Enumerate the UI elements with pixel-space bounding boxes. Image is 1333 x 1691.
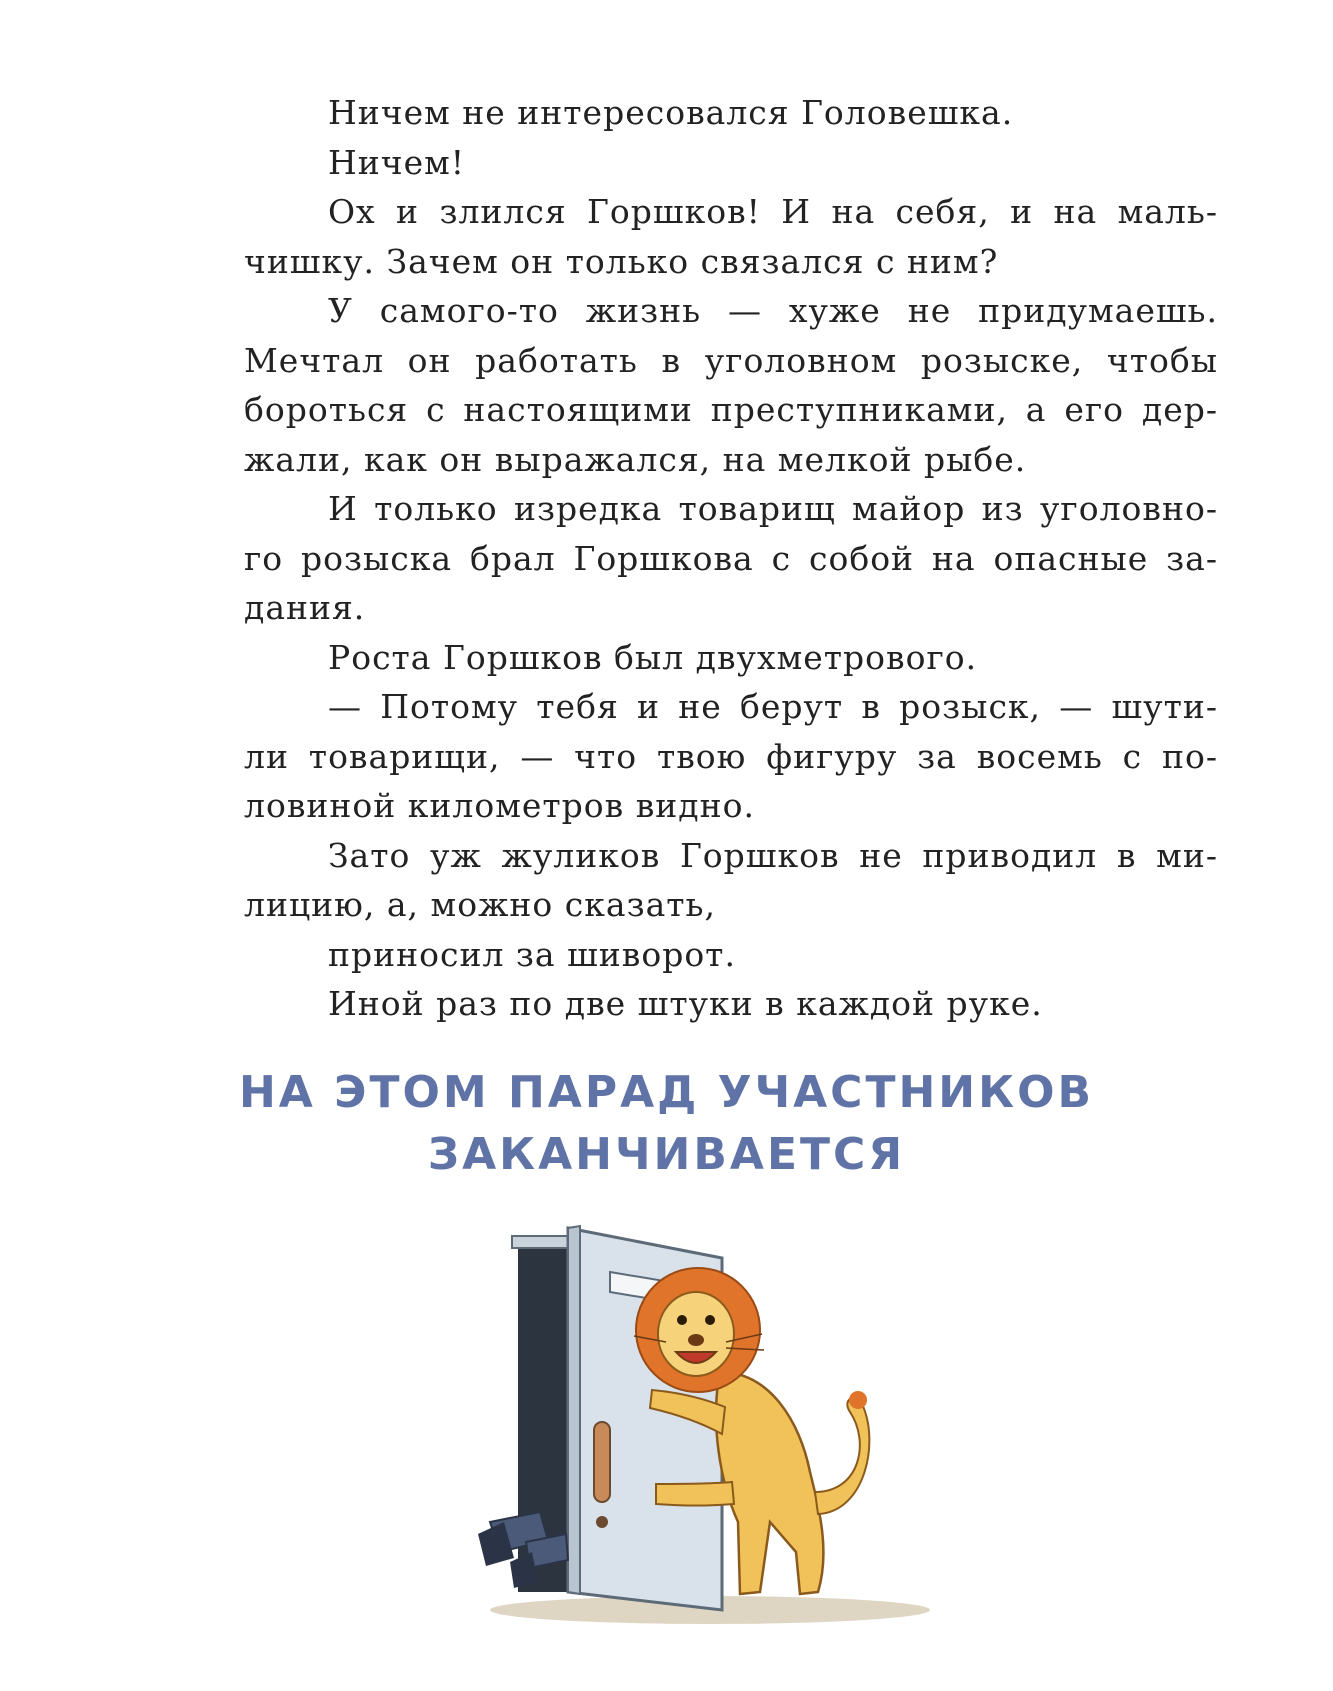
text-line: бороться с настоящими преступниками, а его дер- [244,390,1218,429]
body-text [160,88,1218,1029]
paragraph [160,930,1218,980]
text-line: жали, как он выражался, на мелкой рыбе. [244,439,1027,479]
paragraph [160,187,1218,286]
lion-tail-tuft [849,1391,867,1409]
text-line: приносил за шиворот. [328,934,736,974]
lion-closing-door-icon [470,1222,930,1632]
door-edge [568,1226,580,1594]
lion-nose [688,1334,704,1346]
door-handle [594,1422,610,1502]
text-line: Мечтал он работать в уголовном розыске, чтобы [244,340,1218,380]
paragraph [160,682,1218,831]
text-line: У самого-то жизнь — хуже не придумаешь. [328,291,1218,330]
text-line: Ох и злился Горшков! И на себя, и на маль- [328,192,1218,231]
text-line: ли товарищи, — что твою фигуру за восемь с по- [244,736,1218,776]
chapter-heading-line-1: НА ЭТОМ ПАРАД УЧАСТНИКОВ [238,1067,1095,1118]
paragraph [160,831,1218,930]
paragraph [160,88,1218,138]
chapter-heading [0,1062,1333,1186]
lion-arm-lower [656,1482,734,1506]
text-line: Роста Горшков был двухметрового. [328,637,978,677]
lion-eye-right [705,1315,715,1325]
lion-eye-left [677,1315,687,1325]
keyhole [596,1516,608,1528]
text-line: лицию, а, можно сказать, [244,885,716,924]
text-line: Зато уж жуликов Горшков не приводил в ми- [328,835,1218,875]
chapter-heading-line-2: ЗАКАНЧИВАЕТСЯ [427,1129,906,1180]
paragraph [160,484,1218,633]
paragraph [160,633,1218,683]
lion-tail [815,1398,869,1514]
paragraph [160,286,1218,484]
paragraph [160,138,1218,188]
text-line: И только изредка товарищ майор из уголовно- [328,489,1218,528]
paragraph [160,979,1218,1029]
text-line: дания. [244,588,366,627]
text-line: — Потому тебя и не берут в розыск, — шути- [328,687,1218,726]
text-line: Иной раз по две штуки в каждой руке. [328,984,1043,1023]
text-line: чишку. Зачем он только связался с ним? [244,241,999,281]
text-line: Ничем! [328,142,466,182]
text-line: ловиной километров видно. [244,786,755,825]
text-line: го розыска брал Горшкова с собой на опасные за- [244,538,1218,578]
text-line: Ничем не интересовался Головешка. [328,93,1014,132]
